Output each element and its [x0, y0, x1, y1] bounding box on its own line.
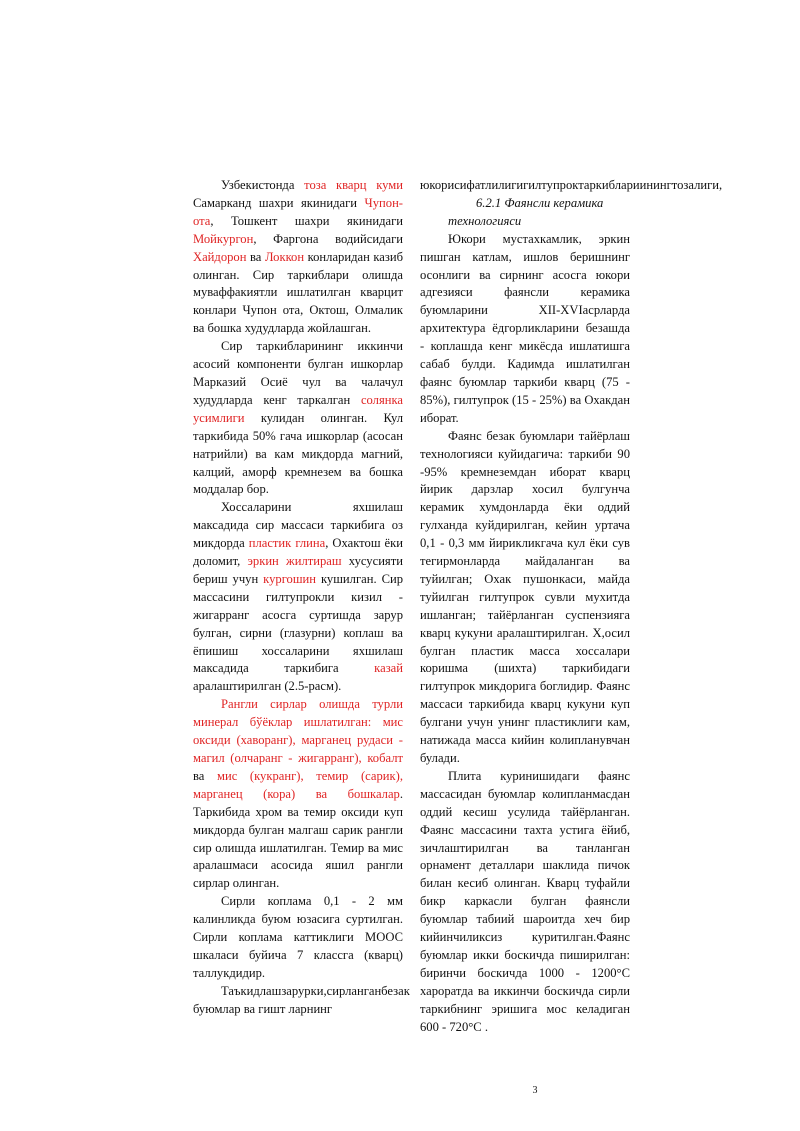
text-run: , Тошкент шахри якинидаги [210, 213, 403, 228]
paragraph-emphasis: Таъкидлашзарурки,сирланганбезак буюмлар ва гишт ларнинг [193, 983, 410, 1016]
highlighted-term: кургошин [263, 571, 317, 586]
paragraph-faience-technology: Фаянс безак буюмлари тайёрлаш технологияси куйидагича: таркиби 90 -95% кремнеземдан иборат кварц йирик дарзлар хосил булгунча керамик хумдонларда ёки оддий гулханда куйдирилган, кейин уртача 0,1 - 0,3 мм йирикликгача кул ёки сув тегирмонларда майдаланган ва туйилган; Охак пушонкаси, майда туйилган гилтупрок сувли мухитда ишланган; тайёрланган суспензияга кварц кукуни аралаштирилган. Х,осил булган пластик масса хоссалари коришма (шихта) таркибидаги гилтупрок микдорига боглидир. Фаянс массаси таркибида кварц кукуни куп булгани учун унинг пластиклиги кам, натижада масса кийин колипланувчан булади. [420, 428, 630, 765]
paragraph-quartz-sources [193, 177, 403, 338]
text-run: хусусияти бериш учун [193, 554, 403, 586]
highlighted-term: тоза кварц куми [304, 178, 403, 192]
left-column [193, 177, 410, 1019]
section-heading: 6.2.1 Фаянсли керамика технологияси [448, 195, 604, 228]
highlighted-term: пластик глина [248, 536, 326, 551]
paragraph-continuation: юкорисифатлилигигилтупроктаркиблариинингтозалиги, [420, 178, 723, 192]
page-number: 3 [532, 1085, 538, 1096]
text-run: , Охактош ёки доломит, [193, 536, 404, 569]
highlighted-term: казай [374, 661, 403, 676]
text-run: , Фаргона водийсидаги [253, 231, 403, 246]
highlighted-term: эркин жилтираш [247, 554, 342, 569]
paragraph-glaze-coating: Сирли коплама 0,1 - 2 мм калинликда буюм юзасига суртилган. Сирли коплама каттиклиги МООС шкаласи буйича 7 классга (кварц) таллукдидир. [193, 894, 403, 980]
text-run: . Таркибида хром ва темир оксиди куп микдорда булган малгаш сарик рангли сир олишда ишлатилган. Темир ва мис аралашмаси асосида яшил рангли сирлар олинган. [193, 786, 403, 891]
text-run: ва [246, 249, 265, 264]
text-run: конларидан казиб олинган. Сир таркиблари олишда муваффакиятли ишлатилган кварцит конлари Чупон ота, Октош, Олмалик ва бошка худудларда жойлашган. [193, 249, 403, 336]
paragraph-faience-firing: Плита куринишидаги фаянс массасидан буюмлар колипланмасдан оддий кесиш усулида тайёрланган. Фаянс массасини тахта устига ёйиб, зичлаштирилган ва танланган орнамент деталлари шаклида пичок билан кесиб олинган. Кварц туфайли бикр каркасли булган фаянсли буюмлар табиий шароитда хеч бир кийинчиликсиз куритилган.Фаянс буюмлар икки боскичда пиширилган: биринчи боскичда 1000 - 1200°С хароратда ва иккинчи боскичда сирли таркибнинг эришига мос келадиган 600 - 720°С . [420, 768, 630, 1034]
text-run: ва [193, 768, 217, 783]
text-run: Узбекистонда [221, 178, 305, 192]
paragraph-colored-glazes [193, 696, 403, 893]
highlighted-term: Хайдорон [193, 249, 247, 264]
text-run: кушилган. Сир массасини гилтупрокли кизил - жигарранг асосга суртишда зарур булган, сирни (глазурни) коплаш ва ёпишиш хоссаларини яхшилаш максадида таркибига [193, 571, 403, 676]
highlighted-term: Чупон-ота [193, 195, 403, 228]
highlighted-term: Рангли сирлар олишда турли минерал бўёклар ишлатилган: мис оксиди (хаворанг), марганец рудаси - магил (олчаранг - жигарранг), кобалт [193, 697, 403, 765]
paragraph-alkali-component [193, 338, 403, 499]
highlighted-term: солянка усимлиги [193, 392, 403, 425]
text-run: Сир таркибларининг иккинчи асосий компоненти булган ишкорлар Марказий Осиё чул ва чалачул худудларда кенг таркалган [193, 339, 403, 407]
right-column [420, 177, 723, 1037]
text-run: Самарканд шахри якинидаги [193, 195, 365, 210]
text-run: кулидан олинган. Кул таркибида 50% гача ишкорлар (асосан натрийли) ва кам микдорда магний, калций, аморф кремнезем ва бошка моддалар бор. [193, 410, 403, 497]
paragraph-faience-properties: Юкори мустахкамлик, эркин пишган катлам, ишлов беришнинг осонлиги ва сирнинг асосга юкори адгезияси фаянсли керамика буюмларини XII-XVIасрларда архитектура ёдгорликларини безашда - коплашда кенг микёсда ишлатишга сабаб булди. Кадимда ишлатилган фаянс буюмлар таркиби кварц (75 - 85%), гилтупрок (15 - 25%) ва Охакдан иборат. [420, 231, 630, 425]
paragraph-additives [193, 499, 403, 696]
text-run: Хоссаларини яхшилаш максадида сир массаси таркибига оз микдорда [193, 500, 403, 551]
highlighted-term: Мойкургон [193, 231, 254, 246]
text-run: аралаштирилган (2.5-расм). [193, 679, 342, 694]
highlighted-term: мис (кукранг), темир (сарик), марганец (кора) ва бошкалар [193, 768, 403, 801]
highlighted-term: Локкон [264, 249, 305, 264]
